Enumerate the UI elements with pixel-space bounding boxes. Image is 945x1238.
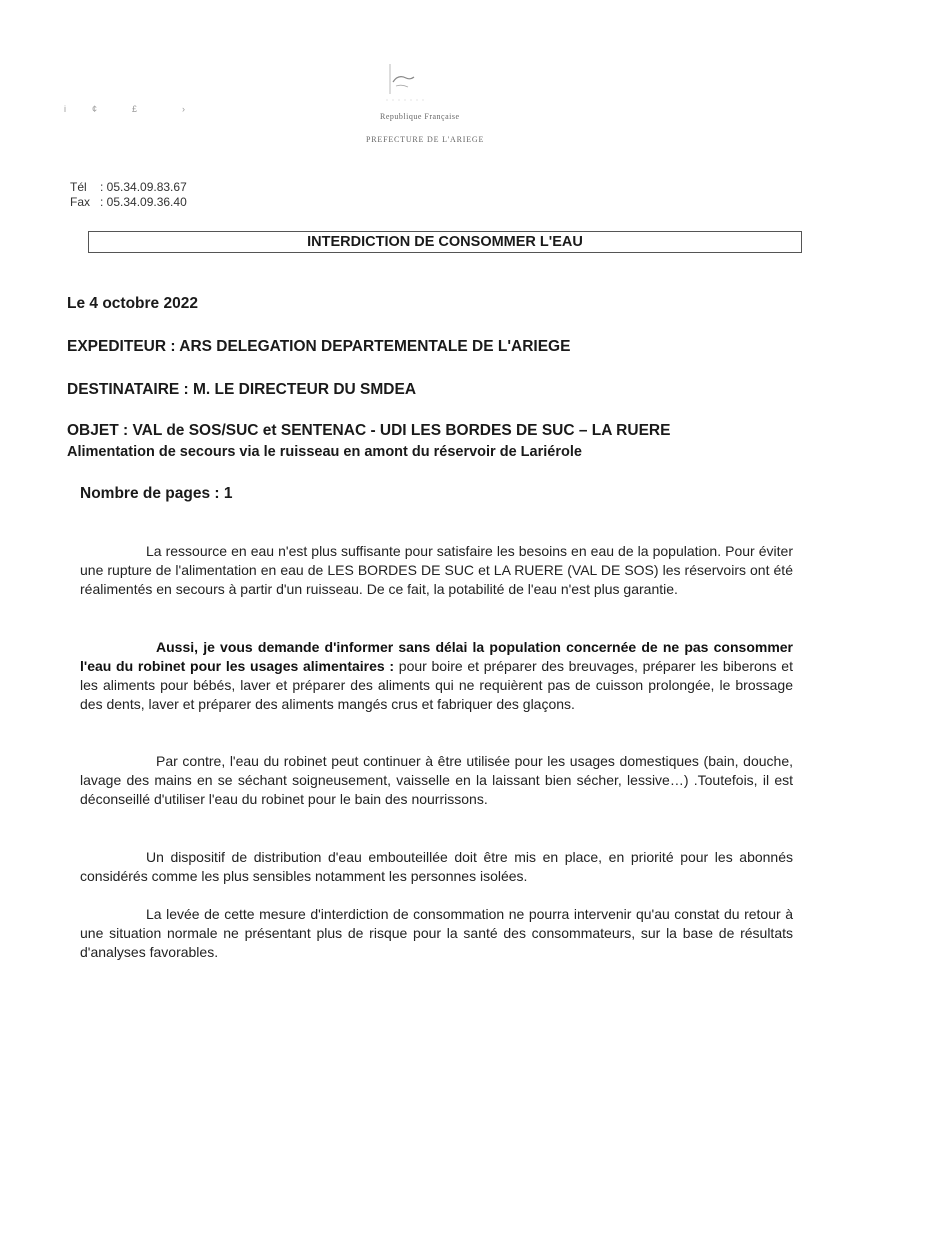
paragraph-2 bbox=[80, 638, 793, 714]
republic-line: Republique Française bbox=[380, 112, 460, 121]
paragraph-2-text: pour boire et préparer des breuvages, préparer les biberons et les aliments pour bébés, laver et préparer des aliments qui ne requièrent pas de cuisson prolongée, le brossage des dents, laver et préparer des aliments mangés crus et fabriquer des glaçons. bbox=[80, 658, 793, 712]
recipient-line: DESTINATAIRE : M. LE DIRECTEUR DU SMDEA bbox=[67, 381, 417, 398]
paragraph-1 bbox=[80, 542, 793, 599]
paragraph-5-text: La levée de cette mesure d'interdiction de consommation ne pourra intervenir qu'au constat du retour à une situation normale ne présentant plus de risque pour la santé des consommateurs, sur la base de résultats d'analyses favorables. bbox=[80, 906, 793, 960]
paragraph-5 bbox=[80, 905, 793, 962]
subject-subline: Alimentation de secours via le ruisseau en amont du réservoir de Lariérole bbox=[67, 444, 582, 460]
fax-label: Fax bbox=[70, 195, 91, 209]
tel-number: : 05.34.09.83.67 bbox=[100, 180, 187, 194]
subject-line: OBJET : VAL de SOS/SUC et SENTENAC - UDI LES BORDES DE SUC – LA RUERE bbox=[67, 422, 671, 439]
faint-mark: £ bbox=[132, 104, 138, 114]
contact-block bbox=[70, 180, 187, 210]
paragraph-3-text: Par contre, l'eau du robinet peut continuer à être utilisée pour les usages domestiques (bain, douche, lavage des mains en se séchant soigneusement, vaisselle en la laissant bien sécher, lessive…) .Toutefois, il est déconseillé d'utiliser l'eau du robinet pour le bain des nourrissons. bbox=[80, 753, 793, 807]
tel-label: Tél bbox=[70, 180, 87, 194]
faint-header-marks bbox=[62, 100, 202, 140]
prefecture-line: PREFECTURE DE L'ARIEGE bbox=[366, 135, 485, 144]
paragraph-2-emphasis: Aussi, je vous demande d'informer sans délai la population concernée de ne pas consommer l'eau du robinet pour les usages alimentaires : bbox=[80, 639, 793, 674]
fax-number: : 05.34.09.36.40 bbox=[100, 195, 187, 209]
sender-line: EXPEDITEUR : ARS DELEGATION DEPARTEMENTALE DE L'ARIEGE bbox=[67, 338, 571, 355]
letter-date: Le 4 octobre 2022 bbox=[67, 295, 198, 312]
fax-row bbox=[70, 195, 187, 210]
faint-mark: › bbox=[182, 104, 185, 114]
faint-mark: i bbox=[64, 104, 66, 114]
title-banner: INTERDICTION DE CONSOMMER L'EAU bbox=[88, 231, 802, 253]
paragraph-4-text: Un dispositif de distribution d'eau embouteillée doit être mis en place, en priorité pour les abonnés considérés comme les plus sensibles notamment les personnes isolées. bbox=[80, 849, 793, 884]
paragraph-1-text: La ressource en eau n'est plus suffisante pour satisfaire les besoins en eau de la population. Pour éviter une rupture de l'alimentation en eau de LES BORDES DE SUC et LA RUERE (VAL DE SOS) les réservoirs ont été réalimentés en secours à partir d'un ruisseau. De ce fait, la potabilité de l'eau n'est plus garantie. bbox=[80, 543, 793, 597]
tel-row bbox=[70, 180, 187, 195]
marianne-logo bbox=[384, 60, 434, 110]
page-count: Nombre de pages : 1 bbox=[80, 485, 233, 502]
paragraph-4 bbox=[80, 848, 793, 886]
faint-mark: ¢ bbox=[92, 104, 98, 114]
paragraph-3 bbox=[80, 752, 793, 809]
